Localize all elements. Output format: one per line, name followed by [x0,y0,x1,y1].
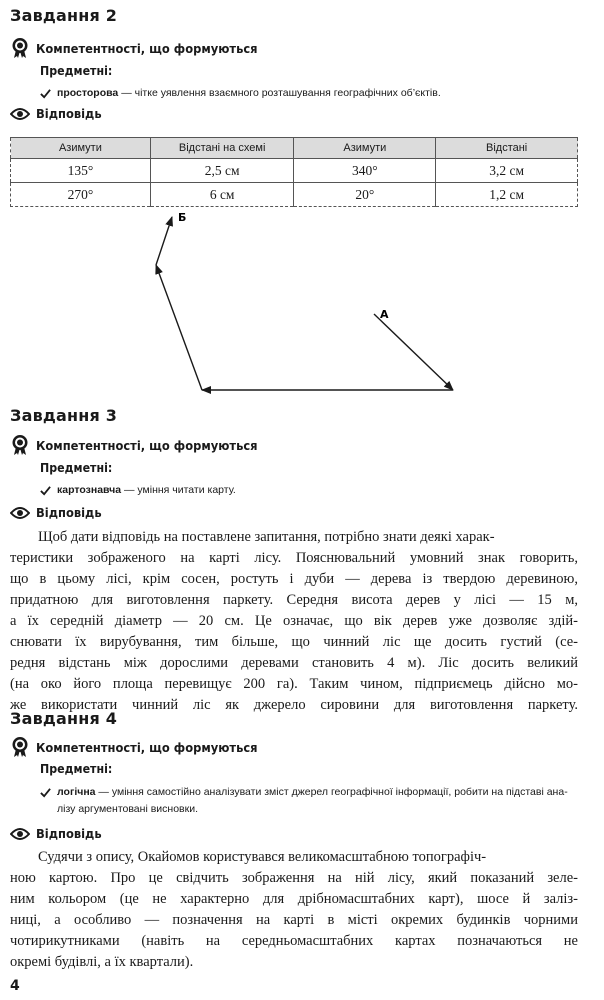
paragraph-line: що в цьому лісі, крім сосен, ростуть і дуби — дерева із твердою деревиною, [10,571,578,587]
table-header-row [11,138,578,159]
table-header: Відстані на схемі [150,138,294,159]
paragraph-line: снювати їх вирубування, тим більше, що чинний ліс ще досить густий (се- [10,634,578,650]
task2-competencies-row [10,37,277,59]
award-icon [10,37,30,59]
paragraph-line-text: Судячи з опису, Окайомов користувався великомасштабною топографіч- [38,849,487,865]
table-cell: 1,2 см [436,183,578,207]
task4-answer-row [10,826,107,841]
eye-icon [10,506,30,520]
task3-answer: Відповідь [36,505,102,520]
paragraph-line: окремі будівлі, а їх квартали). [10,954,194,970]
check-icon [40,485,51,496]
check-icon [40,787,51,798]
point-a-label: А [380,308,389,321]
task3-skill-term: картознавча [57,484,122,496]
task3-paragraph [10,527,578,716]
paragraph-line: ною картою. Про це свідчить зображення на ній лісу, який показаний зеле- [10,870,578,886]
paragraph-line: чотирикутниками (навіть на середньомасштабних картах позначаються не [10,933,578,949]
task4-paragraph [10,847,578,973]
task4-skill-term: логічна [57,786,96,798]
route-diagram [140,205,470,405]
paragraph-line-text: Щоб дати відповідь на поставлене запитання, потрібно знати деякі харак- [38,529,495,545]
paragraph-line: ним кольором (це не характерно для дрібномасштабних карт), шосе й заліз- [10,891,578,907]
task3-skill-text: — уміння читати карту. [121,484,236,496]
task3-subject: Предметні: [40,461,113,475]
table-cell: 2,5 см [150,159,294,183]
task4-answer: Відповідь [36,826,102,841]
route-segment-3 [156,265,202,390]
task4-skill-text: — уміння самостійно аналізувати зміст джерел географічної інформації, робити на підставі ана- [95,786,568,798]
table-header: Азимути [11,138,151,159]
table-header: Відстані [436,138,578,159]
task2-answer: Відповідь [36,106,102,121]
task2-skill-term: просторова [57,87,119,99]
table-cell: 340° [294,159,436,183]
eye-icon [10,827,30,841]
task4-subject: Предметні: [40,762,113,776]
paragraph-line: же використати чинний ліс як джерело сировини для виготовлення паркету. [10,697,578,713]
azimuth-table [10,137,578,207]
table-row [11,183,578,207]
paragraph-line: (на око його площа перевищує 200 га). Таким чином, підприємець дійсно мо- [10,676,578,692]
table-cell: 270° [11,183,151,207]
award-icon [10,736,30,758]
award-icon [10,434,30,456]
point-b-label: Б [178,211,187,224]
task3-skill [40,482,236,499]
table-header: Азимути [294,138,436,159]
task4-skill [40,784,580,818]
task2-answer-row [10,106,107,121]
task2-skill-text: — чітке уявлення взаємного розташування географічних об’єктів. [118,87,441,99]
paragraph-line [10,847,578,868]
paragraph-line: а їх середній діаметр — 20 см. Це означає, що вік дерев уже дозволяє здій- [10,613,578,629]
page-number: 4 [10,978,20,994]
task2-subject: Предметні: [40,64,113,78]
task4-competencies-row [10,736,277,758]
task2-skill [40,85,441,102]
task4-competencies: Компетентності, що формуються [36,739,258,755]
table-cell: 20° [294,183,436,207]
task3-title: Завдання 3 [10,406,118,425]
eye-icon [10,107,30,121]
table-cell: 3,2 см [436,159,578,183]
table-row [11,159,578,183]
task2-title: Завдання 2 [10,6,118,25]
paragraph-line: редня відстань між дорослими деревами становить 4 м). Ліс досить великий [10,655,578,671]
route-segment-4 [156,217,172,265]
table-cell: 6 см [150,183,294,207]
task3-competencies: Компетентності, що формуються [36,437,258,453]
route-segment-1 [374,314,453,390]
paragraph-line: теристики зображеного на карті лісу. Пояснювальний умовний знак говорить, [10,550,578,566]
paragraph-line: ниці, а особливо — позначення на карті в місті окремих будинків чорними [10,912,578,928]
paragraph-line: придатною для виготовлення паркету. Середня висота дерев у лісі — 15 м, [10,592,578,608]
task3-competencies-row [10,434,277,456]
task4-skill-text-cont: лізу аргументовані висновки. [57,803,198,815]
task2-competencies: Компетентності, що формуються [36,40,258,56]
task3-answer-row [10,505,107,520]
task4-title: Завдання 4 [10,709,118,728]
table-cell: 135° [11,159,151,183]
check-icon [40,88,51,99]
paragraph-line [10,527,578,548]
